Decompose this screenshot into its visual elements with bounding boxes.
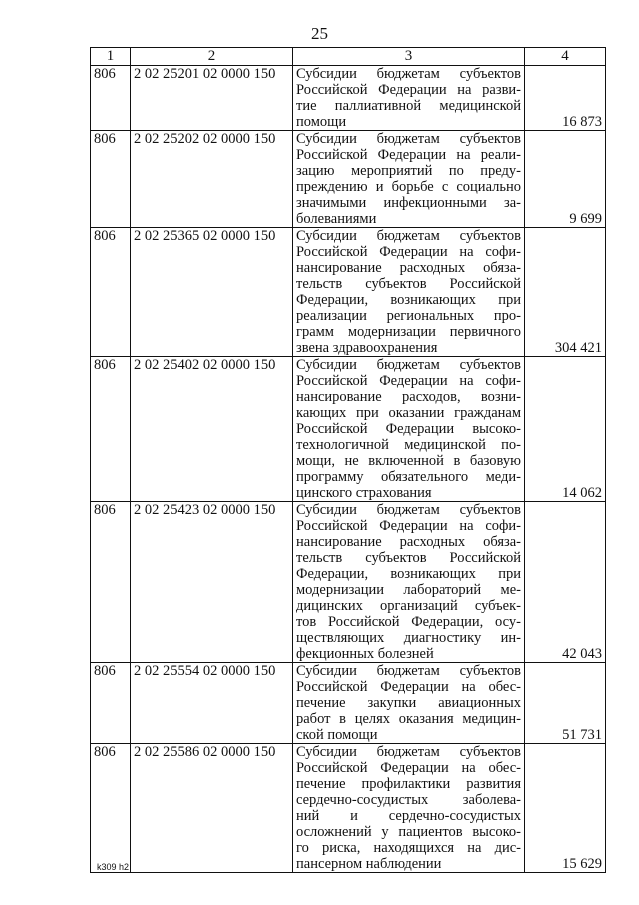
description-line: Российской Федерации на софи-	[296, 518, 521, 534]
description-line: болеваниями	[296, 211, 377, 227]
description-line: значимыми инфекционными за-	[296, 195, 521, 211]
table-row	[91, 228, 606, 357]
description-line: Российской Федерации высоко-	[296, 421, 521, 437]
description-line: Субсидии бюджетам субъектов	[296, 502, 521, 518]
admin-code-cell: 806	[91, 66, 131, 131]
description-line: Федерации, возникающих при	[296, 292, 521, 308]
description-line: Российской Федерации на разви-	[296, 82, 521, 98]
admin-code-cell: 806	[91, 744, 131, 873]
description-line: зацию мероприятий по преду-	[296, 163, 521, 179]
description-line: Субсидии бюджетам субъектов	[296, 66, 521, 82]
amount-cell: 15 629	[525, 744, 606, 873]
table-row	[91, 663, 606, 744]
description-line: тов Российской Федерации, осу-	[296, 614, 521, 630]
description-line: Российской Федерации на реали-	[296, 147, 521, 163]
description-line: звена здравоохранения	[296, 340, 438, 356]
description-line: кающих при оказании гражданам	[296, 405, 521, 421]
description-line: преждению и борьбе с социально	[296, 179, 521, 195]
description-line: грамм модернизации первичного	[296, 324, 521, 340]
description-line: нансирование расходных обяза-	[296, 260, 521, 276]
description-line: тельств субъектов Российской	[296, 550, 521, 566]
footer-document-code: k309 h2	[97, 862, 130, 872]
admin-code-cell: 806	[91, 502, 131, 663]
description-line: Субсидии бюджетам субъектов	[296, 357, 521, 373]
budget-code-cell: 2 02 25402 02 0000 150	[131, 357, 293, 502]
description-line: ской помощи	[296, 727, 378, 743]
admin-code-cell: 806	[91, 228, 131, 357]
description-line: пансерном наблюдении	[296, 856, 442, 872]
amount-cell: 16 873	[525, 66, 606, 131]
description-line: печение закупки авиационных	[296, 695, 521, 711]
description-line: нансирование расходных обяза-	[296, 534, 521, 550]
budget-code-cell: 2 02 25201 02 0000 150	[131, 66, 293, 131]
description-line: дицинских организаций субъек-	[296, 598, 521, 614]
description-cell	[293, 502, 525, 663]
description-line: сердечно-сосудистых заболева-	[296, 792, 521, 808]
page-number: 25	[311, 24, 328, 43]
budget-code-cell: 2 02 25365 02 0000 150	[131, 228, 293, 357]
description-line: Субсидии бюджетам субъектов	[296, 663, 521, 679]
description-line: тельств субъектов Российской	[296, 276, 521, 292]
column-header-1: 1	[91, 48, 131, 66]
description-cell	[293, 663, 525, 744]
description-line: технологичной медицинской по-	[296, 437, 521, 453]
column-header-2: 2	[131, 48, 293, 66]
description-line: осложнений у пациентов высоко-	[296, 824, 521, 840]
admin-code-cell: 806	[91, 357, 131, 502]
admin-code-cell: 806	[91, 663, 131, 744]
description-line: помощи	[296, 114, 347, 130]
description-line: Субсидии бюджетам субъектов	[296, 744, 521, 760]
description-line: Российской Федерации на обес-	[296, 679, 521, 695]
description-line: Российской Федерации на обес-	[296, 760, 521, 776]
table-row	[91, 66, 606, 131]
description-line: программу обязательного меди-	[296, 469, 521, 485]
description-cell	[293, 357, 525, 502]
budget-code-cell: 2 02 25586 02 0000 150	[131, 744, 293, 873]
description-line: Российской Федерации на софи-	[296, 244, 521, 260]
budget-revenue-table	[90, 47, 606, 873]
amount-cell: 9 699	[525, 131, 606, 228]
description-cell	[293, 66, 525, 131]
description-cell	[293, 744, 525, 873]
table-row	[91, 502, 606, 663]
table-row	[91, 744, 606, 873]
description-line: нансирование расходов, возни-	[296, 389, 521, 405]
table-body	[91, 48, 606, 873]
description-line: ний и сердечно-сосудистых	[296, 808, 521, 824]
budget-code-cell: 2 02 25554 02 0000 150	[131, 663, 293, 744]
description-line: тие паллиативной медицинской	[296, 98, 521, 114]
amount-cell: 51 731	[525, 663, 606, 744]
budget-code-cell: 2 02 25423 02 0000 150	[131, 502, 293, 663]
description-line: мощи, не включенной в базовую	[296, 453, 521, 469]
description-line: Субсидии бюджетам субъектов	[296, 131, 521, 147]
description-cell	[293, 228, 525, 357]
description-line: Российской Федерации на софи-	[296, 373, 521, 389]
table-row	[91, 357, 606, 502]
description-line: го риска, находящихся на дис-	[296, 840, 521, 856]
amount-cell: 304 421	[525, 228, 606, 357]
description-line: работ в целях оказания медицин-	[296, 711, 521, 727]
column-number-row	[91, 48, 606, 66]
description-line: Федерации, возникающих при	[296, 566, 521, 582]
description-line: цинского страхования	[296, 485, 432, 501]
description-line: ществляющих диагностику ин-	[296, 630, 521, 646]
description-line: фекционных болезней	[296, 646, 434, 662]
description-line: печение профилактики развития	[296, 776, 521, 792]
description-line: модернизации лабораторий ме-	[296, 582, 521, 598]
column-header-3: 3	[293, 48, 525, 66]
amount-cell: 14 062	[525, 357, 606, 502]
amount-cell: 42 043	[525, 502, 606, 663]
table-row	[91, 131, 606, 228]
column-header-4: 4	[525, 48, 606, 66]
description-line: реализации региональных про-	[296, 308, 521, 324]
budget-code-cell: 2 02 25202 02 0000 150	[131, 131, 293, 228]
admin-code-cell: 806	[91, 131, 131, 228]
description-cell	[293, 131, 525, 228]
description-line: Субсидии бюджетам субъектов	[296, 228, 521, 244]
